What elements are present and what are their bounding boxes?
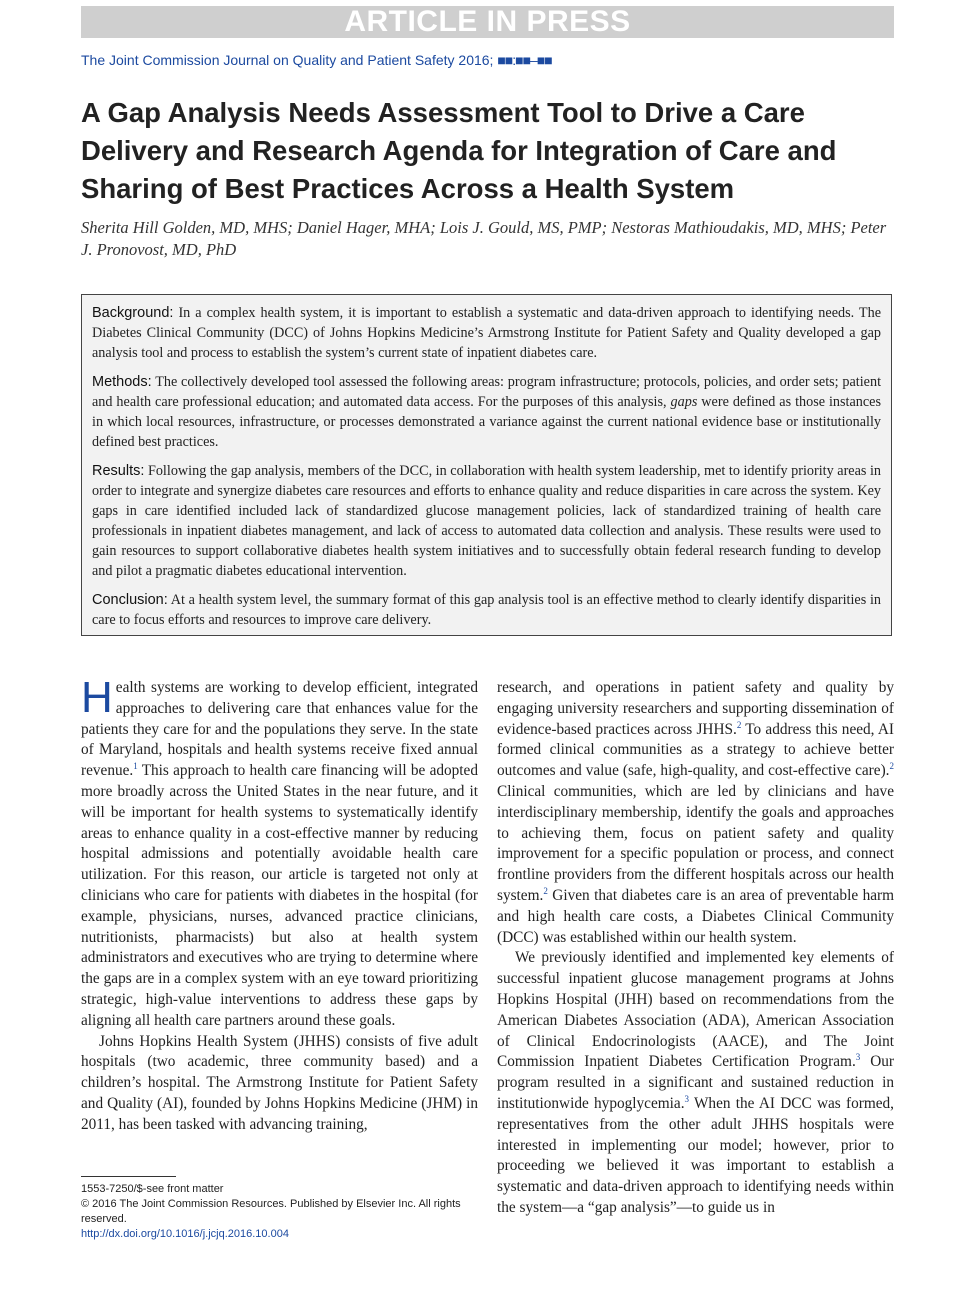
- p4-text-b: Our program resulted in a significant and sustained reduction in institutionwide hypoglycemia.: [497, 1053, 895, 1112]
- doi-link[interactable]: http://dx.doi.org/10.1016/j.jcjq.2016.10.004: [81, 1228, 289, 1240]
- results-label: Results:: [92, 463, 145, 479]
- footnote-divider: [81, 1176, 176, 1177]
- drop-cap: H: [81, 673, 113, 722]
- background-text: In a complex health system, it is important to establish a systematic and data-driven approach to identifying needs. The Diabetes Clinical Community (DCC) of Johns Hopkins Medicine’s Armstrong Institute for Patient Safety and Quality developed a gap analysis tool and process to establish the system’s current state of inpatient diabetes care.: [92, 305, 881, 361]
- abstract-methods: [92, 372, 881, 452]
- reference-link-3[interactable]: 3: [684, 1093, 690, 1104]
- reference-link-2[interactable]: 2: [543, 885, 548, 896]
- conclusion-text: At a health system level, the summary format of this gap analysis tool is an effective method to clearly identify disparities in care to focus efforts and resources to improve care delivery.: [92, 592, 882, 628]
- reference-link-3[interactable]: 3: [855, 1052, 861, 1063]
- p4-text-a: We previously identified and implemented key elements of successful inpatient glucose management programs at Johns Hopkins Hospital (JHH) based on recommendations from the American Diabetes Association (ADA), American Association of Clinical Endocrinologists (AACE), and The Joint Commission Inpatient Diabetes Certification Program.: [497, 949, 894, 1071]
- p1-text-b: This approach to health care financing will be adopted more broadly across the United States in the near future, and it will be important for health systems to systematically identify areas to enhance quality in a cost-effective manner by reducing hospital admissions and potentially avoidable health care utilization. For this reason, our article is targeted not only at clinicians who care for patients with diabetes in the hospital (for example, physicians, nurses, advanced practice clinicians, nutritionists, pharmacists) but also at health system administrators and executives who are trying to determine where the gaps are in a complex system with an eye toward prioritizing strategic, high-value interventions to address these gaps by aligning all health care partners around these goals.: [81, 762, 478, 1029]
- abstract-results: [92, 461, 881, 581]
- issn-line: 1553-7250/$-see front matter: [81, 1183, 224, 1195]
- methods-emphasis: gaps: [670, 394, 698, 410]
- abstract-box: [81, 294, 892, 636]
- reference-link-1[interactable]: 1: [133, 761, 138, 772]
- abstract-conclusion: [92, 590, 881, 630]
- p3-text-b: To address this need, AI formed clinical communities as a strategy to achieve better outcomes and value (safe, high-quality, and cost-effective care).: [497, 720, 894, 780]
- background-label: Background:: [92, 305, 174, 321]
- reference-link-2[interactable]: 2: [889, 761, 894, 772]
- article-title: A Gap Analysis Needs Assessment Tool to Drive a Care Delivery and Research Agenda for Integration of Care and Sharing of Best Practices Across a Health System: [81, 97, 837, 204]
- body-paragraph-4: [497, 948, 894, 1218]
- methods-text-b: were defined as those instances in which local resources, infrastructure, or processes demonstrated a variance against the current national evidence base or institutionally defined best practices.: [92, 394, 881, 450]
- body-paragraph-1: [81, 673, 478, 1032]
- article-in-press-banner: ARTICLE IN PRESS: [81, 6, 894, 38]
- copyright-line: © 2016 The Joint Commission Resources. Published by Elsevier Inc. All rights reserved.: [81, 1198, 461, 1225]
- footnotes: [81, 1182, 481, 1242]
- p3-text-d: Given that diabetes care is an area of preventable harm and high health care costs, a Diabetes Clinical Community (DCC) was established within our health system.: [497, 886, 894, 946]
- conclusion-label: Conclusion:: [92, 592, 168, 608]
- results-text: Following the gap analysis, members of the DCC, in collaboration with health system leadership, met to identify priority areas in order to integrate and synergize diabetes care resources and efforts to enhance quality and reduce disparities in care across the system. Key gaps in care identified included lack of standardized glucose management policies, lack of standardized training of health care professionals in inpatient diabetes management, and lack of access to automated data collection and analysis. These results were used to gain resources to support collaborative diabetes health system initiatives and to successfully obtain federal research funding to develop and pilot a pragmatic diabetes educational intervention.: [92, 463, 882, 579]
- p3-text-c: Clinical communities, which are led by clinicians and have interdisciplinary membership, identify the goals and approaches to achieving them, focus on patient safety and quality improvement for a specific population or process, and connect frontline providers from the different hospitals across our health system.: [497, 782, 894, 904]
- p3-text-a: research, and operations in patient safety and quality by engaging university researchers and supporting dissemination of evidence-based practices across JHHS.: [497, 679, 894, 738]
- body-paragraph-3: [497, 678, 894, 948]
- body-column-right: [497, 678, 894, 1219]
- body-paragraph-2: Johns Hopkins Health System (JHHS) consists of five adult hospitals (two academic, three community based) and a children’s hospital. The Armstrong Institute for Patient Safety and Quality (AI), founded by Johns Hopkins Medicine (JHM) in 2011, has been tasked with advancing training,: [81, 1032, 478, 1133]
- methods-label: Methods:: [92, 374, 152, 390]
- p1-text-a: ealth systems are working to develop efficient, integrated approaches to delivering care that enhances value for the patients they care for and the populations they serve. In the state of Maryland, hospitals and health systems receive fixed annual revenue.: [81, 679, 478, 780]
- reference-link-2[interactable]: 2: [736, 719, 742, 730]
- body-column-left: [81, 673, 478, 1136]
- journal-volume-placeholder: ■■:■■–■■: [497, 52, 552, 68]
- methods-text-a: The collectively developed tool assessed the following areas: program infrastructure; protocols, policies, and order sets; patient and health care professional education; and automated data access. For the purposes of this analysis,: [92, 374, 882, 410]
- abstract-background: [92, 303, 881, 363]
- journal-name: The Joint Commission Journal on Quality and Patient Safety 2016;: [81, 52, 494, 68]
- author-list: Sherita Hill Golden, MD, MHS; Daniel Hager, MHA; Lois J. Gould, MS, PMP; Nestoras Mathioudakis, MD, MHS; Peter J. Pronovost, MD, PhD: [81, 218, 887, 259]
- journal-citation: [81, 52, 894, 68]
- p4-text-c: When the AI DCC was formed, representatives from the other adult JHHS hospitals were interested in implementing our model; however, prior to proceeding we believed it was important to establish a systematic and data-driven approach to identifying needs within the system—a “gap analysis”—to guide us in: [497, 1094, 894, 1216]
